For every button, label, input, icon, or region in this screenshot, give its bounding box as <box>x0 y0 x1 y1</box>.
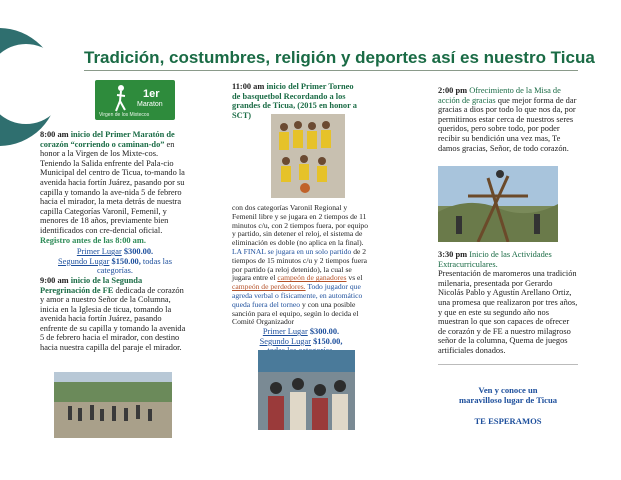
pilgrimage-time: 9:00 am <box>40 275 69 285</box>
mass-heading: Ofrecimiento de la Misa de acción de gracias <box>438 86 561 105</box>
marathon-prize1-amount: $300.00. <box>123 247 154 257</box>
activities-paragraph <box>438 250 578 356</box>
pilgrimage-heading: inicio de la Segunda Peregrinación de FE <box>40 275 143 295</box>
runner-icon <box>113 84 129 114</box>
marathon-registration: Registro antes de las 8:00 am. <box>40 235 146 245</box>
mass-paragraph <box>438 86 578 153</box>
activities-time: 3:30 pm <box>438 250 468 259</box>
mass-time: 2:00 pm <box>438 86 468 95</box>
page-title: Tradición, costumbres, religión y deportes así es nuestro Ticua <box>84 48 595 67</box>
marathon-body: en honor a la Virgen de los Mixte-cos. Teniendo la Salida enfrente del Pala-cio Municipal del centro de Ticua, to-mando la avenida hacia fortín Juárez, pasando por su capilla y tomando la ave-nida 5 de febrero hacia el mirador, la meta detrás de nuestra capilla Categorías Varonil, Femenil, y menores de 18 años, previamente bien identificados con cre-dencial oficial. <box>40 139 185 235</box>
basketball-prize2-label[interactable]: Segundo Lugar <box>259 336 311 346</box>
marathon-prizes <box>40 247 190 276</box>
marathon-time: 8:00 am <box>40 130 69 139</box>
marathon-prize2-amount: $150.00, <box>111 256 141 266</box>
basketball-vs: vs el <box>348 273 363 283</box>
marathon-prize2-label[interactable]: Segundo Lugar <box>58 256 110 266</box>
invite-line3: TE ESPERAMOS <box>474 416 542 426</box>
pilgrimage-paragraph <box>40 276 190 353</box>
crowd-photo <box>258 350 355 430</box>
marathon-logo <box>95 80 175 120</box>
basketball-prize1-amount: $300.00. <box>309 327 340 337</box>
title-divider <box>84 70 578 71</box>
pilgrimage-body: dedicada de corazón y amor a nuestro Señor de la Columna, inicia en la Iglesia de ticua, tomando la avenida hacia fortín Juárez, pasando enfrente de su capilla y tomando la avenida 5 de febrero hacia el mirador, con destino hacia nuestra capilla del paraje el mirador. <box>40 285 186 353</box>
invite-line1: Ven y conoce un <box>478 385 538 395</box>
basketball-winners: campeón de ganadores <box>277 273 347 283</box>
invite-line2: maravilloso lugar de Ticua <box>458 395 558 405</box>
column-activities <box>438 250 578 356</box>
marathon-paragraph <box>40 130 190 245</box>
mass-body: que mejor forma de dar gracias a dios por todo lo que nos da, por permitirnos estar cerca de nuestros seres queridos, pero sobre todo, por poder recibir su bendición una vez mas, Te damos gracias, Señor, de todo corazón. <box>438 95 577 153</box>
logo-subtitle: Virgen de los Mixtecos <box>99 112 150 118</box>
logo-label: Maraton <box>137 101 163 108</box>
basketball-team-photo <box>271 114 345 198</box>
basketball-body3: y con una posible sanción para el equipo, según lo decida el Comité Organizador <box>232 299 359 327</box>
basketball-forfeit: Todo jugador que agreda verbal o físicamente, en automático queda fuera del torneo <box>232 282 363 309</box>
basketball-rules <box>232 204 370 356</box>
activities-heading: Inicio de las Actividades Extracurriculares. <box>438 250 552 269</box>
column-mass <box>438 86 578 153</box>
basketball-losers: campeón de perdedores. <box>232 282 306 292</box>
invitation <box>438 385 578 426</box>
basketball-body2: de 2 tiempos de 15 minutos c/u y 2 tiempos fuera por partido (a reloj detenido), la cual se jugara entre el <box>232 246 367 283</box>
activities-body: Presentación de maromeros una tradición milenaria, presentada por Gerardo Nicolás Pablo y Agustín Arellano Ortiz, una promesa que realizaron por tres años, y que en este su segundo año nos muestran lo que son capaces de ofrecer de corazón y de FE a nuestro milagroso señor de la columna, Quema de juegos artificiales donados. <box>438 269 578 355</box>
pilgrimage-photo <box>54 372 172 438</box>
marathon-prize-tail: todas las categorías. <box>96 256 172 276</box>
marathon-prize1-label[interactable]: Primer Lugar <box>76 247 122 257</box>
maromeros-photo <box>438 166 558 242</box>
basketball-prize2-amount: $150.00, <box>313 336 343 346</box>
marathon-heading: inicio del Primer Maratón de corazón “corriendo o caminan-do” <box>40 130 175 149</box>
basketball-rules-text <box>232 204 370 327</box>
basketball-time: 11:00 am <box>232 82 265 91</box>
decorative-arc-inner <box>0 44 66 124</box>
invite-divider <box>438 364 578 365</box>
basketball-body1: con dos categorías Varonil Regional y Femenil libre y se jugara en 2 tiempos de 11 minutos c/u, con 2 tiempos fuera, por equipo y partido, sin detener el reloj, el sistema de eliminación es doble (no aplica en la final). <box>232 203 369 248</box>
basketball-final-note: LA FINAL se jugara en un solo partido <box>232 246 352 256</box>
column-marathon <box>40 130 190 353</box>
logo-number: 1er <box>143 88 160 100</box>
basketball-prize1-label[interactable]: Primer Lugar <box>262 327 308 337</box>
basketball-heading: inicio del Primer Torneo de basquetbol Recordando a los grandes de Ticua, (2015 en honor a SCT) <box>232 82 357 120</box>
